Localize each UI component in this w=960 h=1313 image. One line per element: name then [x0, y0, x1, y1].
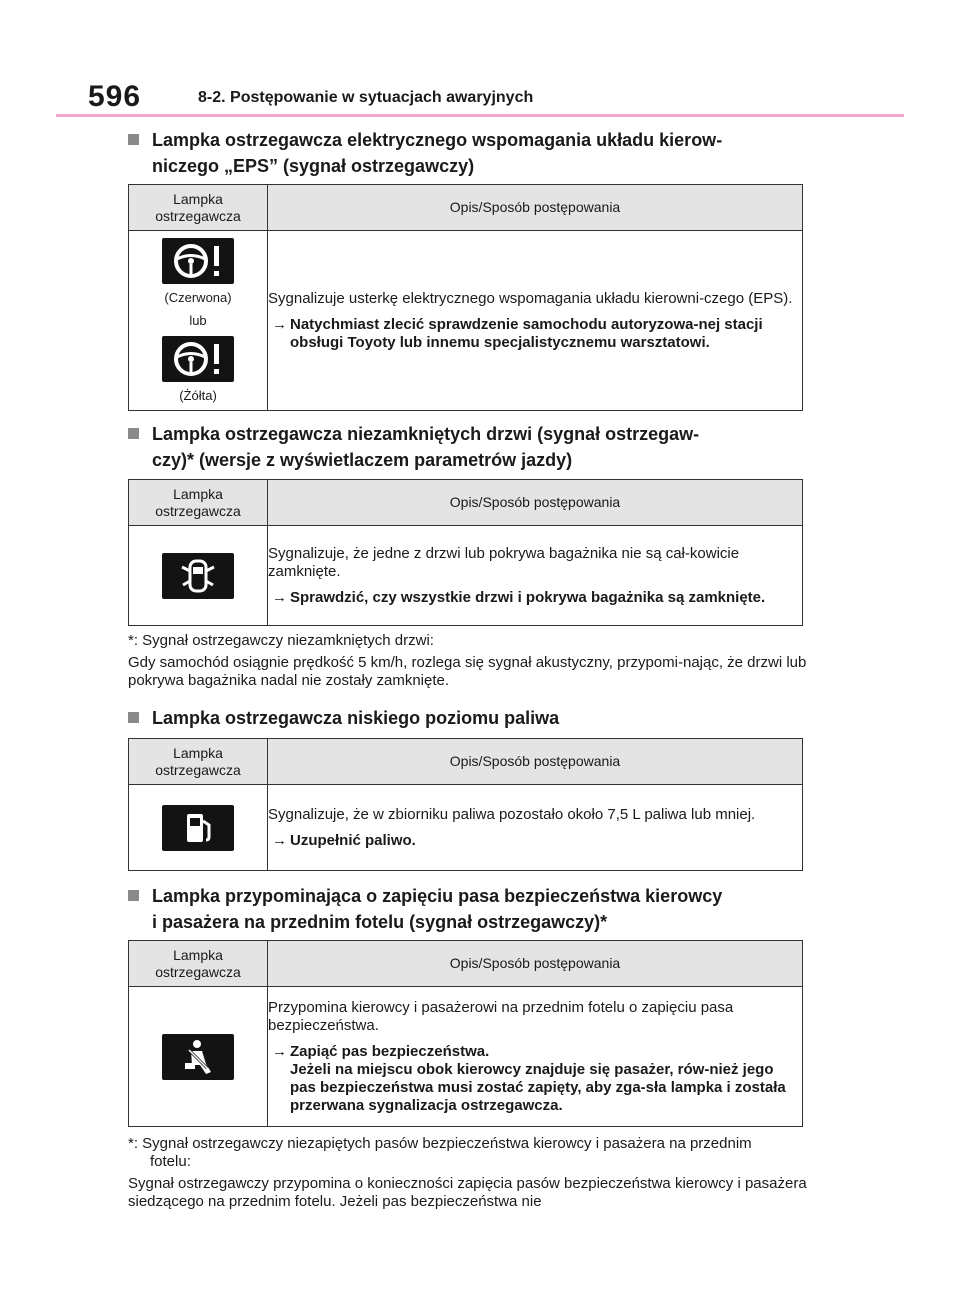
table-header-row — [129, 185, 803, 231]
steering-warning-icon — [162, 336, 234, 382]
table-header-row — [129, 480, 803, 526]
lamp-cell — [129, 785, 268, 871]
fuel-pump-icon — [162, 805, 234, 851]
header-divider — [56, 114, 904, 117]
bullet-square-icon — [128, 890, 139, 901]
description-cell — [268, 987, 803, 1127]
footnote-doors — [128, 632, 808, 690]
footnote-body: Gdy samochód osiągnie prędkość 5 km/h, rozlega się sygnał akustyczny, przypomi-nając, że drzwi lub pokrywa bagażnika nadal nie zostały zamknięte. — [128, 654, 807, 689]
steering-warning-icon — [162, 238, 234, 284]
description-text: Sygnalizuje, że jedne z drzwi lub pokrywa bagażnika nie są cał-kowicie zamknięte. — [268, 544, 740, 580]
table-row — [129, 231, 803, 411]
description-cell — [268, 231, 803, 411]
table-header-row — [129, 739, 803, 785]
fuel-warning-table — [128, 738, 803, 871]
action-detail-text: Jeżeli na miejscu obok kierowcy znajduje się pasażer, rów-nież jego pas bezpieczeństwa musi zostać zapięty, aby zga-sła lampka i została przerwana sygnalizacja ostrzegawcza. — [290, 1060, 786, 1114]
section-heading-fuel: Lampka ostrzegawcza niskiego poziomu paliwa — [128, 705, 818, 731]
description-text: Sygnalizuje, że w zbiorniku paliwa pozostało około 7,5 L paliwa lub mniej. — [268, 805, 756, 823]
column-header-description: Opis/Sposób postępowania — [268, 739, 803, 785]
footnote-seatbelt — [128, 1135, 808, 1211]
bullet-square-icon — [128, 428, 139, 439]
lamp-cell — [129, 231, 268, 411]
action-text: → Sprawdzić, czy wszystkie drzwi i pokrywa bagażnika są zamknięte. — [272, 588, 766, 606]
bullet-square-icon — [128, 134, 139, 145]
action-text: → Uzupełnić paliwo. — [272, 831, 416, 849]
seatbelt-warning-table — [128, 940, 803, 1127]
footnote-title: *: Sygnał ostrzegawczy niezapiętych pasów bezpieczeństwa kierowcy i pasażera na przednim fotelu: — [128, 1135, 752, 1170]
arrow-icon: → — [272, 315, 287, 333]
lamp-cell — [129, 987, 268, 1127]
arrow-icon: → — [272, 831, 287, 849]
column-header-description: Opis/Sposób postępowania — [268, 185, 803, 231]
footnote-title: *: Sygnał ostrzegawczy niezamkniętych drzwi: — [128, 632, 434, 649]
door-warning-table — [128, 479, 803, 626]
bullet-square-icon — [128, 712, 139, 723]
seatbelt-icon — [162, 1034, 234, 1080]
action-text: → Zapiąć pas bezpieczeństwa. Jeżeli na miejscu obok kierowcy znajduje się pasażer, rów-nież jego pas bezpieczeństwa musi zostać zapięty, aby zga-sła lampka i została przerwana sygnalizacja ostrzegawcza. — [268, 1043, 802, 1115]
column-header-description: Opis/Sposób postępowania — [268, 941, 803, 987]
icon-caption-yellow: (Żółta) — [179, 388, 217, 403]
action-text: → Natychmiast zlecić sprawdzenie samochodu autoryzowa-nej stacji obsługi Toyoty lub innemu specjalistycznemu warsztatowi. — [272, 315, 763, 351]
footnote-body: Sygnał ostrzegawczy przypomina o konieczności zapięcia pasów bezpieczeństwa kierowcy i pasażera siedzącego na przednim fotelu. Jeżeli pas bezpieczeństwa nie — [128, 1175, 807, 1210]
section-heading-eps: Lampka ostrzegawcza elektrycznego wspomagania układu kierow- niczego „EPS” (sygnał ostrzegawczy) — [128, 127, 818, 179]
column-header-lamp: Lampka ostrzegawcza — [129, 739, 268, 785]
eps-warning-table — [128, 184, 803, 411]
column-header-lamp: Lampka ostrzegawcza — [129, 941, 268, 987]
table-row — [129, 526, 803, 626]
door-open-icon — [162, 553, 234, 599]
table-row — [129, 785, 803, 871]
description-text: Przypomina kierowcy i pasażerowi na przednim fotelu o zapięciu pasa bezpieczeństwa. — [268, 998, 734, 1034]
page-number: 596 — [88, 80, 142, 113]
section-heading-seatbelt: Lampka przypominająca o zapięciu pasa bezpieczeństwa kierowcy i pasażera na przednim fotelu (sygnał ostrzegawczy)* — [128, 883, 818, 935]
page-header — [88, 80, 900, 112]
description-cell — [268, 526, 803, 626]
chapter-title: 8-2. Postępowanie w sytuacjach awaryjnych — [198, 89, 534, 106]
column-header-description: Opis/Sposób postępowania — [268, 480, 803, 526]
table-header-row — [129, 941, 803, 987]
description-cell — [268, 785, 803, 871]
lamp-cell — [129, 526, 268, 626]
arrow-icon: → — [272, 588, 287, 606]
section-heading-doors: Lampka ostrzegawcza niezamkniętych drzwi (sygnał ostrzegaw- czy)* (wersje z wyświetlaczem parametrów jazdy) — [128, 421, 818, 473]
column-header-lamp: Lampka ostrzegawcza — [129, 185, 268, 231]
icon-caption-red: (Czerwona) — [164, 290, 232, 305]
description-text: Sygnalizuje usterkę elektrycznego wspomagania układu kierowni-czego (EPS). — [268, 289, 793, 307]
column-header-lamp: Lampka ostrzegawcza — [129, 480, 268, 526]
arrow-icon: → — [272, 1042, 287, 1060]
table-row — [129, 987, 803, 1127]
or-label: lub — [189, 313, 207, 328]
